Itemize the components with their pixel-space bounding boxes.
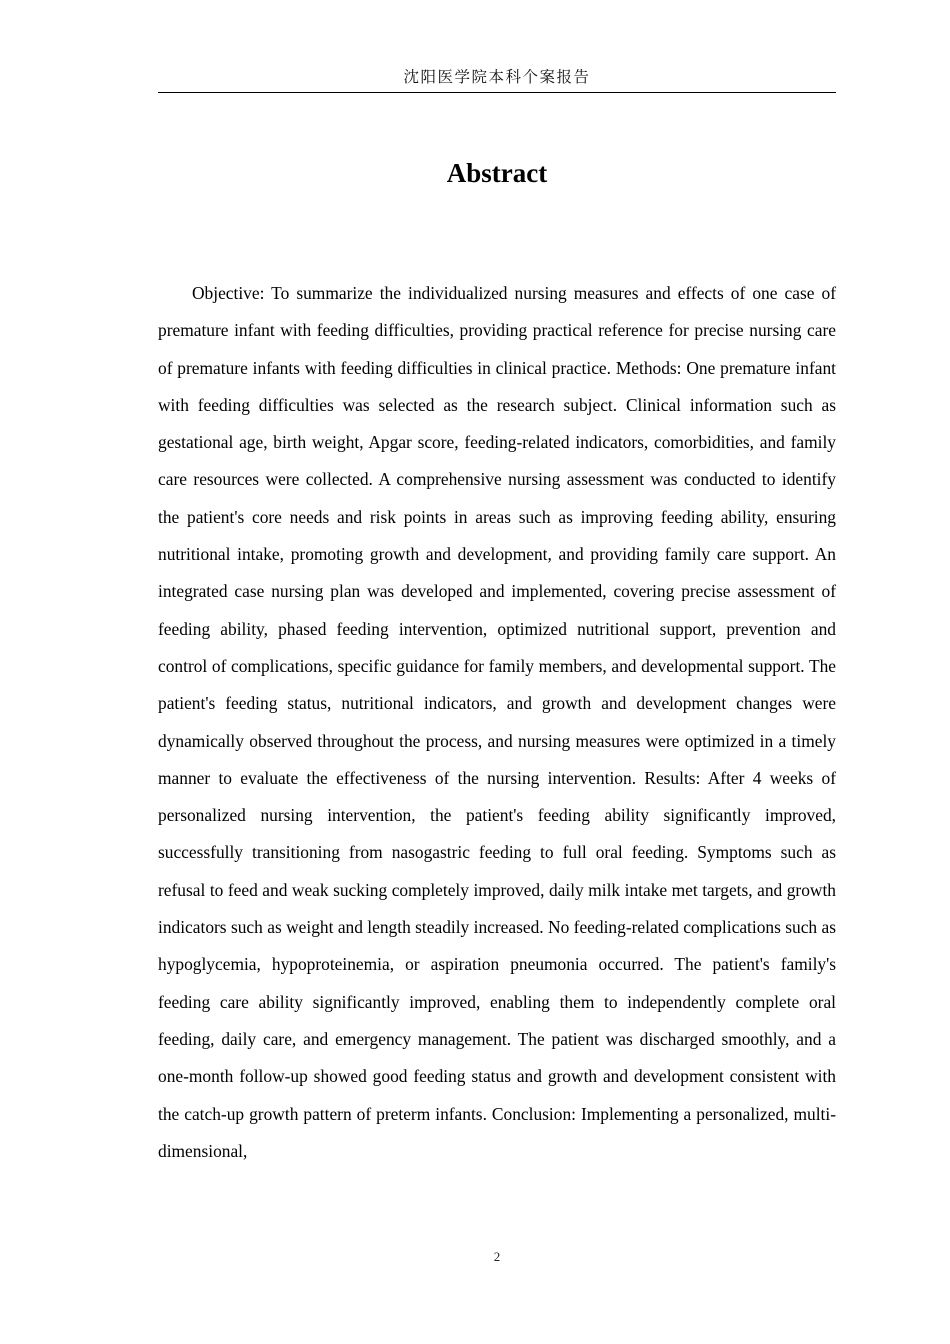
abstract-body: Objective: To summarize the individualized nursing measures and effects of one case of premature infant with feeding difficulties, providing practical reference for precise nursing care of premature infants with feeding difficulties in clinical practice. Methods: One premature infant with feeding difficulties was selected as the research subject. Clinical information such as gestational age, birth weight, Apgar score, feeding-related indicators, comorbidities, and family care resources were collected. A comprehensive nursing assessment was conducted to identify the patient's core needs and risk points in areas such as improving feeding ability, ensuring nutritional intake, promoting growth and development, and providing family care support. An integrated case nursing plan was developed and implemented, covering precise assessment of feeding ability, phased feeding intervention, optimized nutritional support, prevention and control of complications, specific guidance for family members, and developmental support. The patient's feeding status, nutritional indicators, and growth and development changes were dynamically observed throughout the process, and nursing measures were optimized in a timely manner to evaluate the effectiveness of the nursing intervention. Results: After 4 weeks of personalized nursing intervention, the patient's feeding ability significantly improved, successfully transitioning from nasogastric feeding to full oral feeding. Symptoms such as refusal to feed and weak sucking completely improved, daily milk intake met targets, and growth indicators such as weight and length steadily increased. No feeding-related complications such as hypoglycemia, hypoproteinemia, or aspiration pneumonia occurred. The patient's family's feeding care ability significantly improved, enabling them to independently complete oral feeding, daily care, and emergency management. The patient was discharged smoothly, and a one-month follow-up showed good feeding status and growth and development consistent with the catch-up growth pattern of preterm infants. Conclusion: Implementing a personalized, multi-dimensional, xyxy=(158,283,836,1161)
abstract-heading: Abstract xyxy=(446,158,548,188)
page-number: 2 xyxy=(493,1249,501,1264)
page-header xyxy=(158,66,836,93)
header-title: 沈阳医学院本科个案报告 xyxy=(403,68,591,86)
